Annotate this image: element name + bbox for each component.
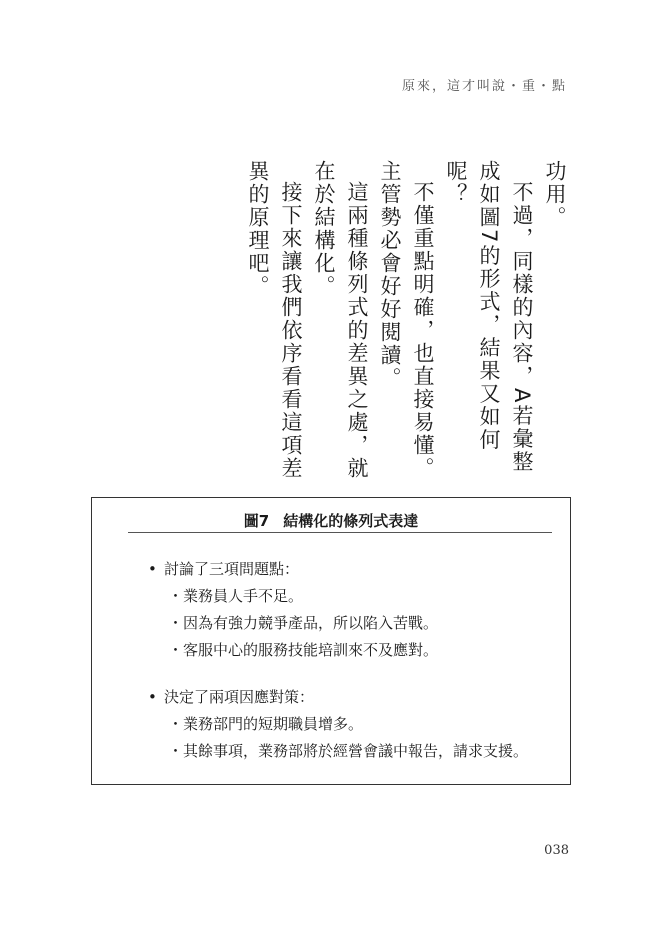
sub-item: ・業務部門的短期職員增多。: [168, 715, 364, 733]
page-number: 038: [544, 843, 569, 858]
bullet-dot-icon: •: [148, 560, 157, 578]
paragraph-5: 接下來讓我們依序看看這項差異的原理吧。: [246, 160, 303, 480]
paragraph-1: 功用。: [543, 160, 567, 229]
bullet-group-problems: [148, 558, 438, 661]
bullet-heading: [148, 558, 438, 580]
running-head: 原來，這才叫說・重・點: [401, 79, 567, 94]
paragraph-3: 不僅重點明確，也直接易懂。主管勢必會好好閱讀。: [378, 160, 435, 480]
paragraph-4: 這兩種條列式的差異之處，就在於結構化。: [312, 160, 369, 480]
figure-box: [91, 497, 571, 785]
figure-title-text: 結構化的條列式表達: [283, 512, 419, 530]
sub-item: ・其餘事項，業務部將於經營會議中報告，請求支援。: [168, 742, 529, 760]
bullet-heading-text: 決定了兩項因應對策：: [164, 688, 315, 706]
bullet-heading: [148, 686, 528, 708]
vertical-body-text: [241, 160, 571, 480]
bullet-group-measures: [148, 686, 528, 762]
sub-item: ・因為有強力競爭產品，所以陷入苦戰。: [168, 614, 439, 632]
bullet-dot-icon: •: [148, 688, 157, 706]
figure-title-rule: [128, 532, 552, 533]
paragraph-2: 不過，同樣的內容，A若彙整成如圖7的形式，結果又如何呢？: [444, 160, 534, 474]
figure-number: 圖7: [243, 512, 270, 530]
sub-item: ・業務員人手不足。: [168, 587, 304, 605]
bullet-heading-text: 討論了三項問題點：: [164, 560, 300, 578]
figure-title: [92, 510, 570, 531]
sub-item: ・客服中心的服務技能培訓來不及應對。: [168, 641, 439, 659]
